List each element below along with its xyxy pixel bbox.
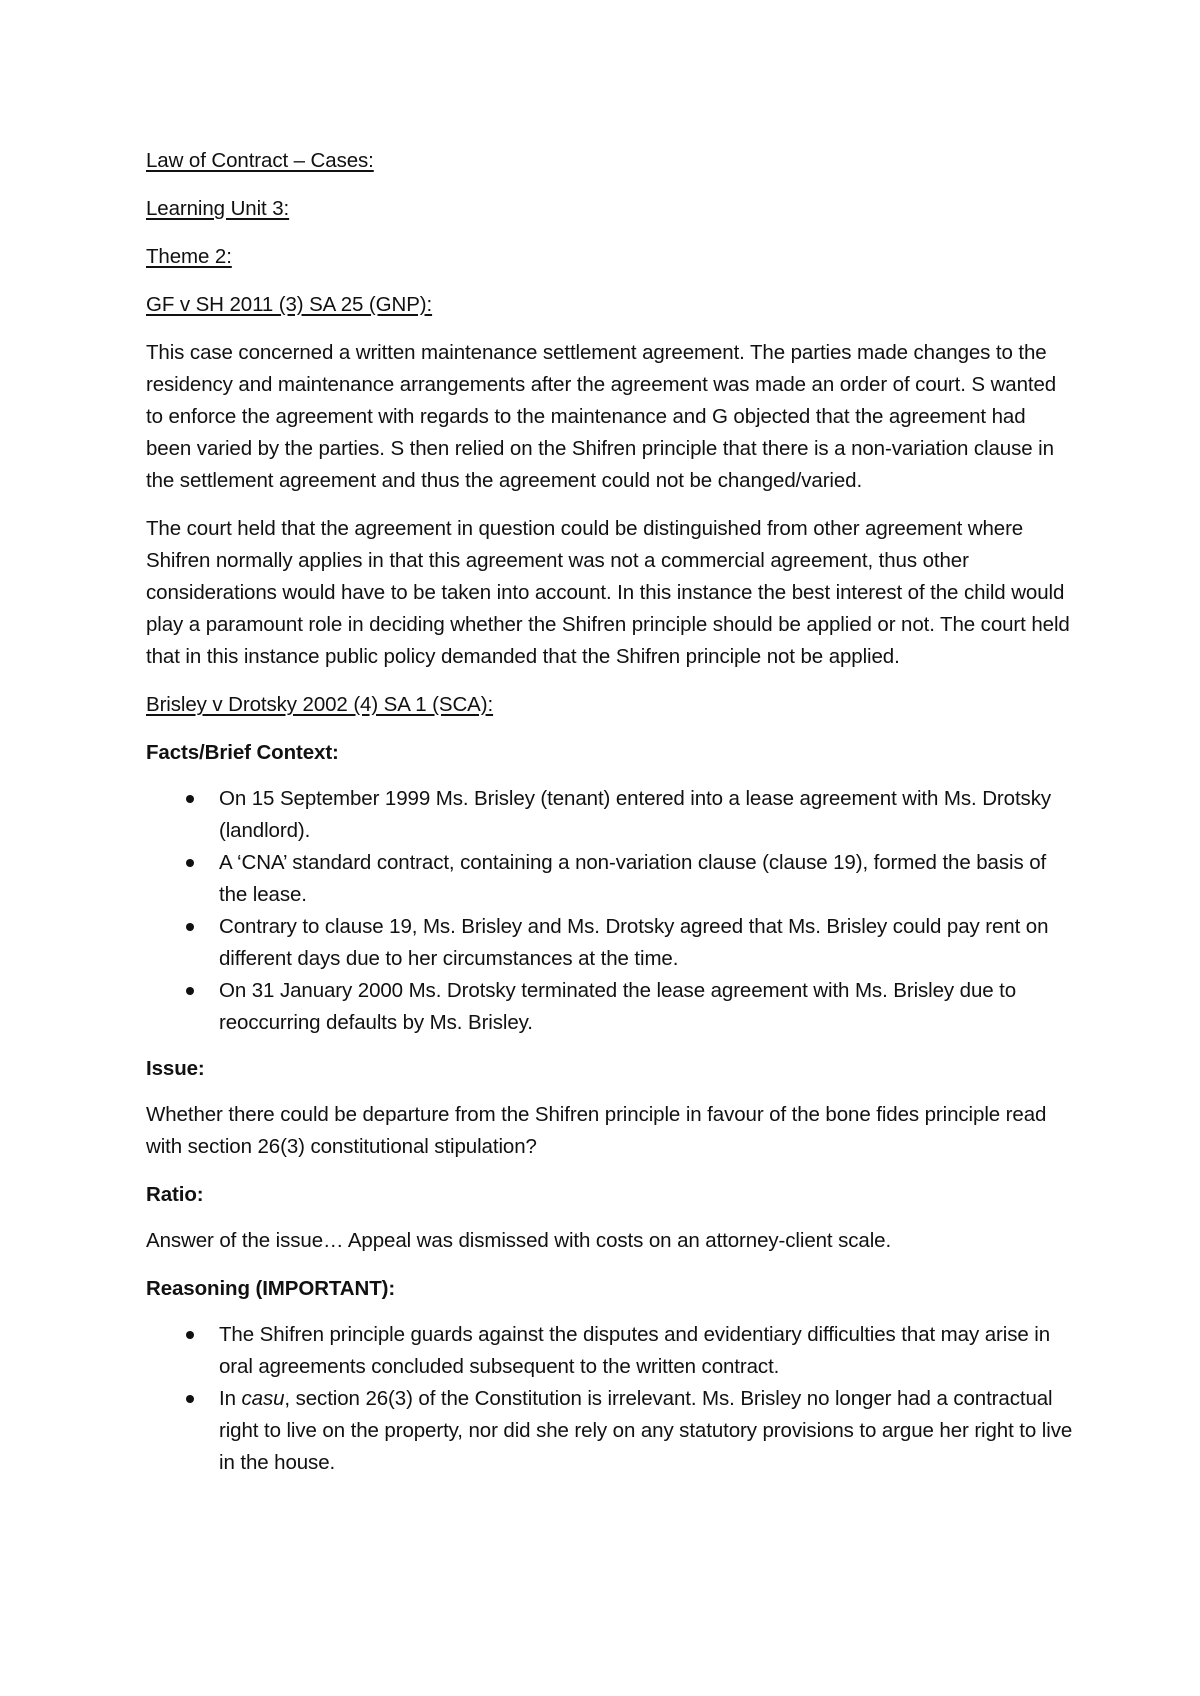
bullet-icon — [186, 795, 194, 803]
list-item — [146, 783, 1076, 847]
case-brisley-v-drotsky-heading: Brisley v Drotsky 2002 (4) SA 1 (SCA): — [146, 693, 494, 716]
case-gf-v-sh-paragraph-2: The court held that the agreement in question could be distinguished from other agreement where Shifren normally applies in that this agreement was not a commercial agreement, thus other considerations would have to be taken into account. In this instance the best interest of the child would play a paramount role in deciding whether the Shifren principle should be applied or not. The court held that in this instance public policy demanded that the Shifren principle not be applied. — [146, 517, 1070, 668]
fact-text: On 15 September 1999 Ms. Brisley (tenant) entered into a lease agreement with Ms. Drotsky (landlord). — [219, 787, 1052, 842]
theme-heading: Theme 2: — [146, 245, 232, 268]
reasoning-prefix: In — [219, 1387, 242, 1410]
bullet-icon — [186, 1395, 194, 1403]
reasoning-text: , section 26(3) of the Constitution is irrelevant. Ms. Brisley no longer had a contractual right to live on the property, nor did she rely on any statutory provisions to argue her right to live in the house. — [219, 1387, 1073, 1474]
fact-text: Contrary to clause 19, Ms. Brisley and Ms. Drotsky agreed that Ms. Brisley could pay rent on different days due to her circumstances at the time. — [219, 915, 1049, 970]
list-item — [146, 847, 1076, 911]
fact-text: A ‘CNA’ standard contract, containing a non-variation clause (clause 19), formed the basis of the lease. — [219, 851, 1047, 906]
case-gf-v-sh-paragraph-1: This case concerned a written maintenance settlement agreement. The parties made changes to the residency and maintenance arrangements after the agreement was made an order of court. S wanted to enforce the agreement with regards to the maintenance and G objected that the agreement had been varied by the parties. S then relied on the Shifren principle that there is a non-variation clause in the settlement agreement and thus the agreement could not be changed/varied. — [146, 341, 1057, 492]
document-page — [146, 145, 1076, 1493]
list-item — [146, 975, 1076, 1039]
bullet-icon — [186, 987, 194, 995]
case-gf-v-sh-heading: GF v SH 2011 (3) SA 25 (GNP): — [146, 293, 433, 316]
bullet-icon — [186, 923, 194, 931]
issue-text: Whether there could be departure from the Shifren principle in favour of the bone fides principle read with section 26(3) constitutional stipulation? — [146, 1103, 1047, 1158]
reasoning-heading: Reasoning (IMPORTANT): — [146, 1277, 396, 1300]
reasoning-italic-term: casu — [241, 1387, 285, 1410]
ratio-text: Answer of the issue… Appeal was dismissed with costs on an attorney-client scale. — [146, 1229, 892, 1252]
bullet-icon — [186, 859, 194, 867]
learning-unit-heading: Learning Unit 3: — [146, 197, 290, 220]
list-item — [146, 1383, 1076, 1479]
issue-heading: Issue: — [146, 1057, 205, 1080]
fact-text: On 31 January 2000 Ms. Drotsky terminated the lease agreement with Ms. Brisley due to reoccurring defaults by Ms. Brisley. — [219, 979, 1017, 1034]
facts-heading: Facts/Brief Context: — [146, 741, 339, 764]
reasoning-text: The Shifren principle guards against the disputes and evidentiary difficulties that may arise in oral agreements concluded subsequent to the written contract. — [219, 1323, 1050, 1378]
list-item — [146, 1319, 1076, 1383]
bullet-icon — [186, 1331, 194, 1339]
reasoning-list — [146, 1319, 1076, 1479]
list-item — [146, 911, 1076, 975]
document-title: Law of Contract – Cases: — [146, 149, 374, 172]
facts-list — [146, 783, 1076, 1039]
ratio-heading: Ratio: — [146, 1183, 204, 1206]
